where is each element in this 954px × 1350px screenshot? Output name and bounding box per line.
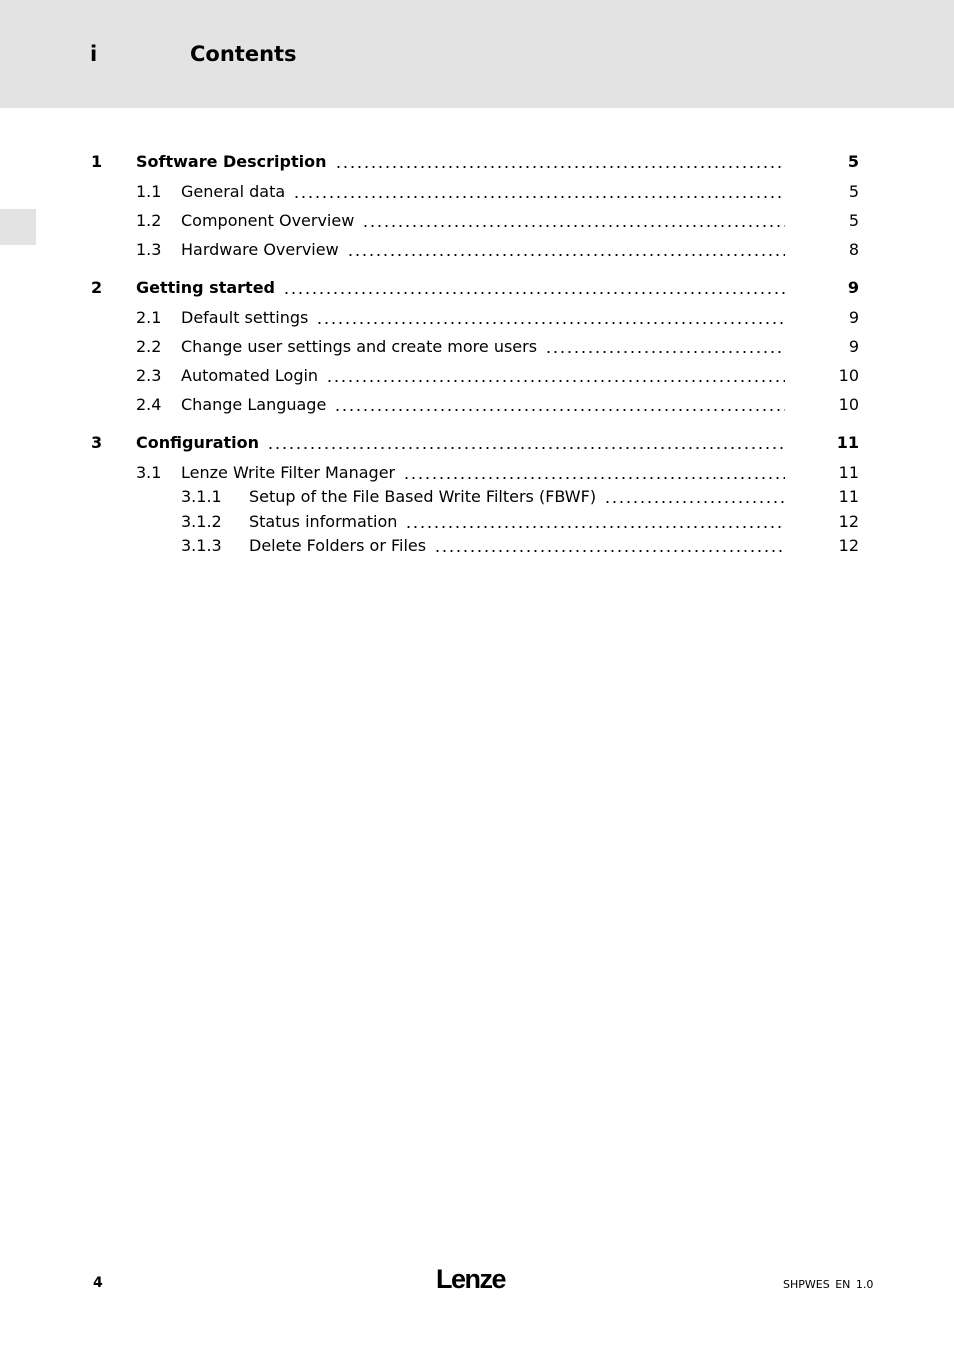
toc-page: 11 (838, 487, 859, 506)
toc-leader (293, 196, 785, 198)
toc-number: 1.2 (136, 211, 162, 230)
toc-leader (335, 166, 786, 168)
toc-entry[interactable] (136, 336, 859, 358)
footer-doc-id: SHPWES EN 1.0 (783, 1278, 874, 1291)
toc-title: Hardware Overview (181, 239, 347, 261)
toc-entry[interactable] (181, 535, 859, 557)
toc-number: 2.3 (136, 366, 162, 385)
toc-page: 12 (838, 512, 859, 531)
page-title: Contents (190, 42, 297, 66)
toc-page: 5 (847, 152, 859, 171)
toc-leader (434, 550, 785, 552)
toc-number: 2 (91, 278, 103, 297)
toc-leader (405, 526, 785, 528)
toc-title: Delete Folders or Files (249, 535, 434, 557)
toc-page: 9 (847, 278, 859, 297)
toc-number: 1.3 (136, 240, 162, 259)
toc-leader (283, 292, 785, 294)
toc-page: 8 (848, 240, 859, 259)
toc-number: 2.4 (136, 395, 162, 414)
toc-title: Lenze Write Filter Manager (181, 462, 403, 484)
toc-entry[interactable] (181, 486, 859, 508)
section-marker: i (90, 42, 98, 66)
toc-title: Component Overview (181, 210, 362, 232)
header-band (0, 0, 954, 108)
toc-number: 1 (91, 152, 103, 171)
toc-leader (347, 254, 785, 256)
toc-entry[interactable] (91, 151, 859, 173)
toc-leader (316, 322, 785, 324)
toc-page: 11 (836, 433, 859, 452)
toc-entry[interactable] (91, 277, 859, 299)
toc-number: 2.1 (136, 308, 162, 327)
toc-number: 3.1.3 (181, 536, 222, 555)
toc-page: 5 (848, 182, 859, 201)
toc-title: Change user settings and create more users (181, 336, 545, 358)
toc-title: Automated Login (181, 365, 326, 387)
toc-entry[interactable] (136, 462, 859, 484)
toc-entry[interactable] (136, 210, 859, 232)
toc-number: 3.1.1 (181, 487, 222, 506)
toc-page: 9 (848, 337, 859, 356)
toc-leader (403, 477, 785, 479)
toc-page: 10 (838, 366, 859, 385)
toc-leader (326, 380, 785, 382)
toc-number: 1.1 (136, 182, 162, 201)
toc-number: 3.1 (136, 463, 162, 482)
toc-entry[interactable] (136, 365, 859, 387)
toc-title: Configuration (136, 432, 267, 454)
toc-title: General data (181, 181, 293, 203)
toc-leader (334, 409, 785, 411)
toc-number: 3.1.2 (181, 512, 222, 531)
toc-title: Setup of the File Based Write Filters (FBWF) (249, 486, 604, 508)
toc-leader (267, 447, 785, 449)
toc-entry[interactable] (136, 307, 859, 329)
toc-entry[interactable] (136, 239, 859, 261)
footer-page-number: 4 (93, 1275, 103, 1291)
toc-page: 5 (848, 211, 859, 230)
toc-page: 9 (848, 308, 859, 327)
toc-title: Software Description (136, 151, 335, 173)
toc-title: Getting started (136, 277, 283, 299)
toc-number: 3 (91, 433, 103, 452)
side-tab-marker (0, 209, 36, 245)
toc-leader (362, 225, 785, 227)
toc-number: 2.2 (136, 337, 162, 356)
toc-title: Default settings (181, 307, 316, 329)
toc-title: Change Language (181, 394, 334, 416)
toc-title: Status information (249, 511, 405, 533)
toc-leader (604, 501, 785, 503)
toc-entry[interactable] (181, 511, 859, 533)
toc-page: 12 (838, 536, 859, 555)
toc-leader (545, 351, 785, 353)
toc-entry[interactable] (136, 394, 859, 416)
toc-entry[interactable] (136, 181, 859, 203)
toc-page: 10 (838, 395, 859, 414)
toc-entry[interactable] (91, 432, 859, 454)
lenze-logo: Lenze (436, 1264, 506, 1294)
toc-page: 11 (838, 463, 859, 482)
